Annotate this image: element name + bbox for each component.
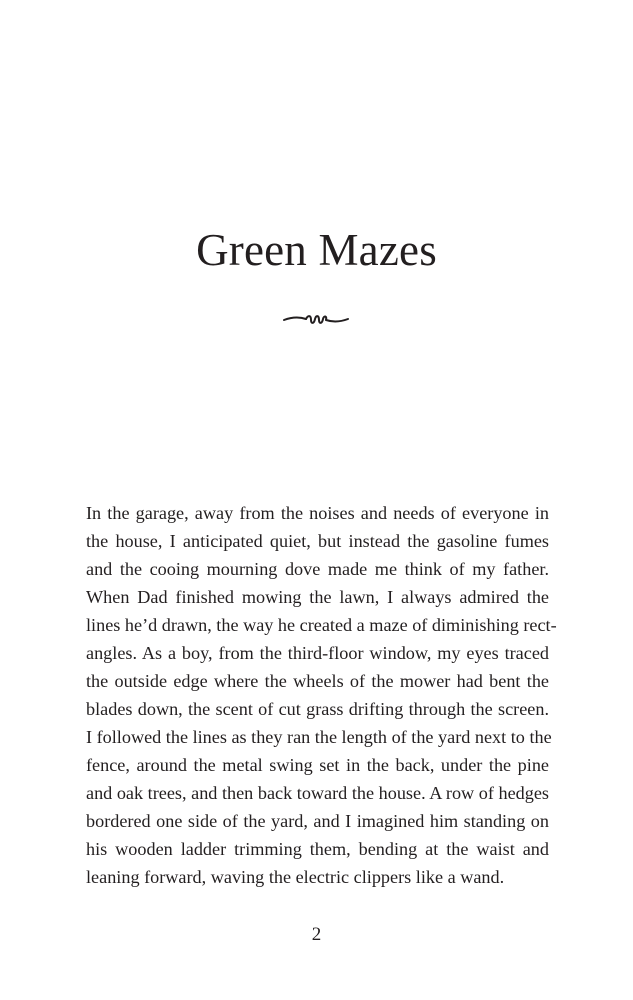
text-line: blades down, the scent of cut grass drifting through the screen. — [86, 699, 549, 719]
text-line: angles. As a boy, from the third-floor window, my eyes traced — [86, 643, 549, 663]
text-line: lines he’d drawn, the way he created a maze of diminishing rect- — [86, 615, 557, 635]
text-line: I followed the lines as they ran the length of the yard next to the — [86, 727, 552, 747]
text-line: fence, around the metal swing set in the back, under the pine — [86, 755, 549, 775]
text-line: his wooden ladder trimming them, bending at the waist and — [86, 839, 549, 859]
flourish-divider-icon — [280, 308, 352, 330]
page-number: 2 — [311, 924, 322, 945]
text-line: the house, I anticipated quiet, but instead the gasoline fumes — [86, 531, 549, 551]
chapter-title: Green Mazes — [196, 225, 437, 275]
body-paragraph — [86, 499, 557, 891]
text-line: and the cooing mourning dove made me think of my father. — [86, 559, 549, 579]
text-line: the outside edge where the wheels of the mower had bent the — [86, 671, 549, 691]
text-line: In the garage, away from the noises and needs of everyone in — [86, 503, 549, 523]
text-line: leaning forward, waving the electric clippers like a wand. — [86, 867, 505, 887]
text-line: and oak trees, and then back toward the house. A row of hedges — [86, 783, 549, 803]
text-line: bordered one side of the yard, and I imagined him standing on — [86, 811, 549, 831]
text-line: When Dad finished mowing the lawn, I always admired the — [86, 587, 549, 607]
